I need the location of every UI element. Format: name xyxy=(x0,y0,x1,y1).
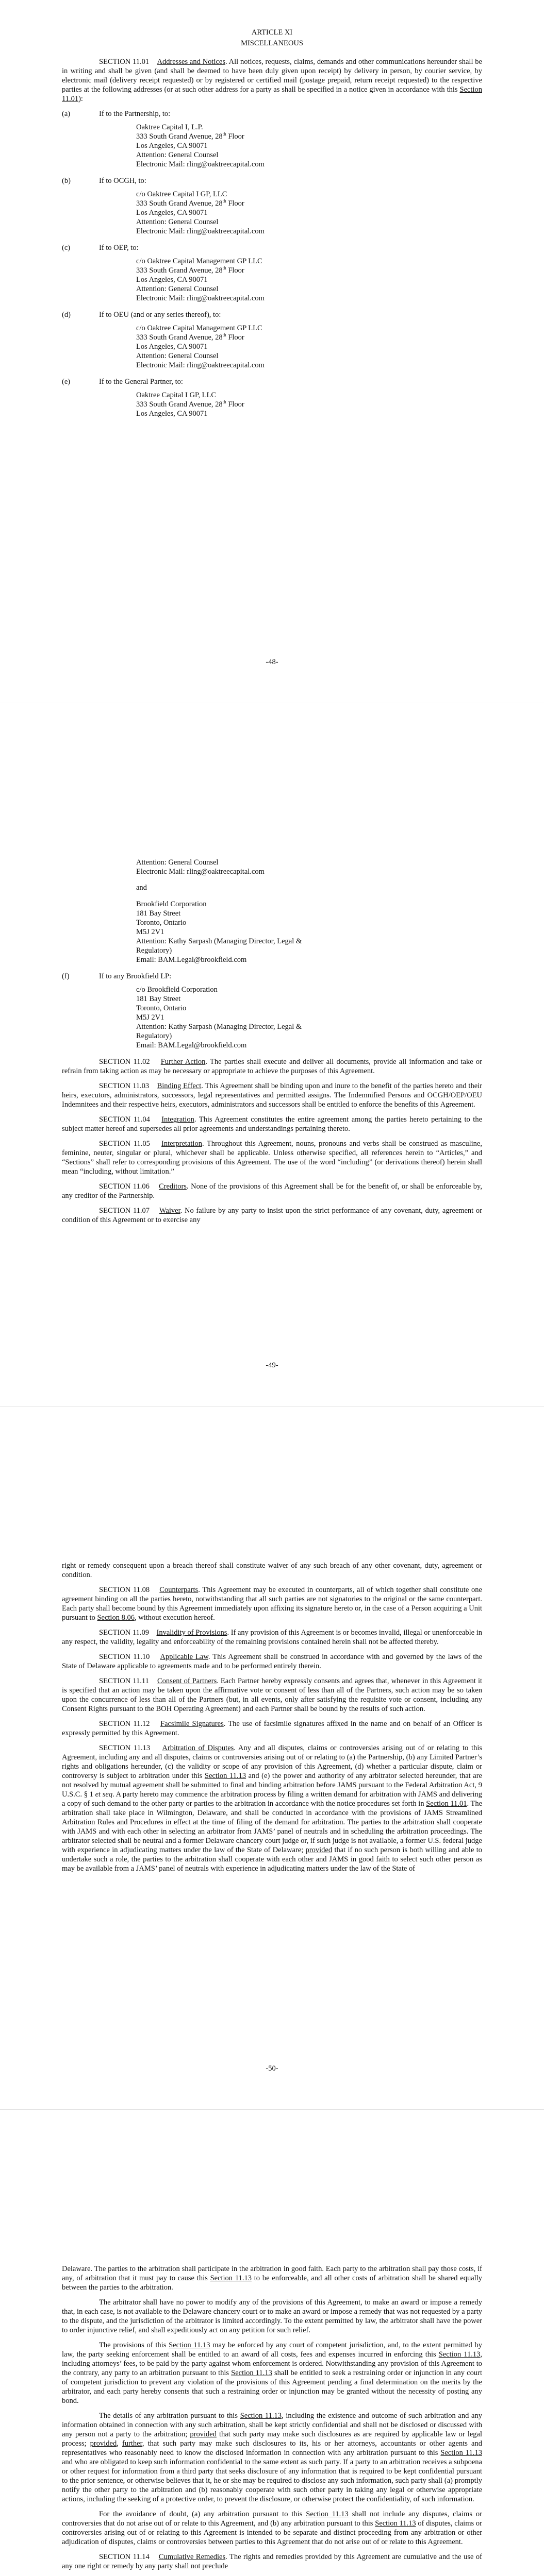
section-11-07-continued: right or remedy consequent upon a breach thereof shall constitute waiver of any such breach of any other covenant, duty, agreement or condition. xyxy=(62,1562,482,1579)
party-d: (d) If to OEU (and or any series thereof), to: c/o Oaktree Capital Management GP LLC 333 South Grand Avenue, 28th Floor Los Angeles, CA 90071 Attention: General Counsel Electronic Mail: rling@oaktreecapital.com xyxy=(62,311,265,369)
page-number: -50- xyxy=(266,2064,278,2073)
party-f: (f) If to any Brookfield LP: c/o Brookfield Corporation 181 Bay Street Toronto, Ontario M5J 2V1 Attention: Kathy Sarpash (Managing Director, Legal & Regulatory) Email: BAM.Legal@brookfield.com xyxy=(62,972,302,1049)
section-11-11: SECTION 11.11 Consent of Partners. Each Partner hereby expressly consents and agrees that, whenever in this Agreement it is specified that an action may be taken upon the affirmative vote or consent of less than all of the Partners, such action may be so taken upon the concurrence of less than all of the Partners (but, in all events, only after satisfying the requisite vote or consent, including any Consent Rights pursuant to the BOH Operating Agreement) and each Partner shall be bound by the results of such action. xyxy=(62,1677,483,1713)
arbitrator-powers-paragraph: The arbitrator shall have no power to modify any of the provisions of this Agreement, to make an award or impose a remedy that, in each case, is not available to the Delaware chancery court or to make an award or impose a remedy that was not requested by a party to the dispute, and the jurisdiction of the arbitrator is limited accordingly. To the extent permitted by law, the arbitrator shall have the power to order injunctive relief, and shall expeditiously act on any petition for such relief. xyxy=(62,2298,482,2334)
section-11-06: SECTION 11.06 Creditors. None of the provisions of this Agreement shall be for the benefit of, or shall be enforceable by, any creditor of the Partnership. xyxy=(62,1182,482,1200)
page-number: -49- xyxy=(266,1361,278,1369)
section-11-14: SECTION 11.14 Cumulative Remedies. The rights and remedies provided by this Agreement are cumulative and the use of any one right or remedy by any party shall not preclude xyxy=(62,2553,482,2570)
page-50 xyxy=(0,1406,544,2110)
avoidance-of-doubt-paragraph: For the avoidance of doubt, (a) any arbitration pursuant to this Section 11.13 shall not include any disputes, claims or controversies that do not arise out of or relate to this Agreement, and (b) any arbitration pursuant to this Section 11.13 of disputes, claims or controversies arising out of or relating to this Agreement is intended to be separate and distinct proceeding from any arbitration or other adjudication of disputes, claims or controversies between parties to this Agreement that do not arise out of or relate to this Agreement. xyxy=(62,2510,482,2546)
page-number: -48- xyxy=(266,658,278,666)
section-11-13-continued: Delaware. The parties to the arbitration shall participate in the arbitration in good faith. Each party to the arbitration shall pay those costs, if any, of arbitration that it must pay to cause this Section 11.13 to be enforceable, and all other costs of arbitration shall be shared equally between the parties to the arbitration. xyxy=(62,2265,482,2292)
enforcement-paragraph: The provisions of this Section 11.13 may be enforced by any court of competent jurisdiction, and, to the extent permitted by law, the party seeking enforcement shall be entitled to an award of all costs, fees and expenses incurred in enforcing this Section 11.13, including attorneys’ fees, to be paid by the party against whom enforcement is ordered. Notwithstanding any provision of this Agreement to the contrary, any party to an arbitration pursuant to this Section 11.13 shall be entitled to seek a restraining order or injunction in any court of competent jurisdiction to prevent any violation of the provisions of this Agreement pending a final determination on the merits by the arbitrator, and each party hereby consents that such a restraining order or injunction may be granted without the necessity of posting any bond. xyxy=(62,2341,482,2405)
section-11-13: SECTION 11.13 Arbitration of Disputes. Any and all disputes, claims or controversies arising out of or relating to this Agreement, including any and all disputes, claims or controversies arising out of or relating to (a) the Partnership, (b) any Limited Partner’s rights and obligations hereunder, (c) the validity or scope of any provision of this Agreement, (d) whether a particular dispute, claim or controversy is subject to arbitration under this Section 11.13 and (e) the power and authority of any arbitrator selected hereunder, that are not resolved by mutual agreement shall be submitted to final and binding arbitration before JAMS pursuant to the Federal Arbitration Act, 9 U.S.C. § 1 et seq. A party hereto may commence the arbitration process by filing a written demand for arbitration with JAMS and delivering a copy of such demand to the other party or parties to the arbitration in accordance with the notice procedures set forth in Section 11.01. The arbitration shall take place in Wilmington, Delaware, and shall be conducted in accordance with the provisions of JAMS Streamlined Arbitration Rules and Procedures in effect at the time of filing of the demand for arbitration. The parties to the arbitration shall cooperate with JAMS and with each other in selecting an arbitrator from JAMS’ panel of neutrals and in scheduling the arbitration proceedings. The arbitrator selected shall be neutral and a former Delaware chancery court judge or, if such judge is not available, a former U.S. federal judge with experience in adjudicating matters under the law of the State of Delaware; provided that if no such person is both willing and able to undertake such a role, the parties to the arbitration shall cooperate with each other and JAMS in good faith to select such other person as may be available from a JAMS’ panel of neutrals with experience in adjudicating matters under the law of the State of xyxy=(62,1744,483,1873)
section-11-10: SECTION 11.10 Applicable Law. This Agreement shall be construed in accordance with and governed by the laws of the State of Delaware applicable to agreements made and to be performed entirely therein. xyxy=(62,1653,482,1670)
party-e: (e) If to the General Partner, to: Oaktree Capital I GP, LLC 333 South Grand Avenue, 28th Floor Los Angeles, CA 90071 xyxy=(62,378,244,418)
page-49 xyxy=(0,703,544,1406)
section-11-02: SECTION 11.02 Further Action. The parties shall execute and deliver all documents, provide all information and take or refrain from taking action as may be necessary or appropriate to achieve the purposes of this Agreement. xyxy=(62,1058,483,1075)
page-51 xyxy=(0,2110,544,2576)
section-11-08: SECTION 11.08 Counterparts. This Agreement may be executed in counterparts, all of which together shall constitute one agreement binding on all the parties hereto, notwithstanding that all such parties are not signatories to the original or the same counterpart. Each party shall become bound by this Agreement immediately upon affixing its signature hereto or, in the case of a Person acquiring a Unit pursuant to Section 8.06, without execution hereof. xyxy=(62,1586,482,1622)
section-11-01: SECTION 11.01 Addresses and Notices. All notices, requests, claims, demands and other communications hereunder shall be in writing and shall be given (and shall be deemed to have been duly given upon receipt) by delivery in person, by courier service, by electronic mail (delivery receipt requested) or by registered or certified mail (postage prepaid, return receipt requested) to the respective parties at the following addresses (or at such other address for a party as shall be specified in a notice given in accordance with this Section 11.01): xyxy=(62,58,482,103)
article-heading: ARTICLE XI xyxy=(251,28,293,37)
party-a: (a) If to the Partnership, to: Oaktree Capital I, L.P. 333 South Grand Avenue, 28th Floor Los Angeles, CA 90071 Attention: General Counsel Electronic Mail: rling@oaktreecapital.com xyxy=(62,110,265,168)
page-48 xyxy=(0,0,544,703)
section-11-05: SECTION 11.05 Interpretation. Throughout this Agreement, nouns, pronouns and verbs shall be construed as masculine, feminine, neuter, singular or plural, whichever shall be applicable. Unless otherwise specified, all references herein to “Articles,” and “Sections” shall refer to corresponding provisions of this Agreement. The use of the word “including” (or derivations thereof) herein shall mean “including, without limitation.” xyxy=(62,1140,482,1176)
party-b: (b) If to OCGH, to: c/o Oaktree Capital I GP, LLC 333 South Grand Avenue, 28th Floor Los Angeles, CA 90071 Attention: General Counsel Electronic Mail: rling@oaktreecapital.com xyxy=(62,177,265,235)
section-11-04: SECTION 11.04 Integration. This Agreement constitutes the entire agreement among the parties hereto pertaining to the subject matter hereof and supersedes all prior agreements and understandings pertaining thereto. xyxy=(62,1115,483,1133)
brookfield-address: Brookfield Corporation 181 Bay Street Toronto, Ontario M5J 2V1 Attention: Kathy Sarpash (Managing Director, Legal & Regulatory) Email: BAM.Legal@brookfield.com xyxy=(136,900,302,964)
party-c: (c) If to OEP, to: c/o Oaktree Capital Management GP LLC 333 South Grand Avenue, 28th Floor Los Angeles, CA 90071 Attention: General Counsel Electronic Mail: rling@oaktreecapital.com xyxy=(62,244,265,302)
section-11-12: SECTION 11.12 Facsimile Signatures. The use of facsimile signatures affixed in the name and on behalf of an Officer is expressly permitted by this Agreement. xyxy=(62,1720,483,1737)
section-11-09: SECTION 11.09 Invalidity of Provisions. If any provision of this Agreement is or becomes invalid, illegal or unenforceable in any respect, the validity, legality and enforceability of the remaining provisions contained herein shall not be affected thereby. xyxy=(62,1629,483,1646)
section-11-07: SECTION 11.07 Waiver. No failure by any party to insist upon the strict performance of any covenant, duty, agreement or condition of this Agreement or to exercise any xyxy=(62,1207,483,1224)
section-11-03: SECTION 11.03 Binding Effect. This Agreement shall be binding upon and inure to the benefit of the parties hereto and their heirs, executors, administrators, successors, legal representatives and permitted assigns. The Indemnified Persons and OCGH/OEP/OEU Indemnitees and their respective heirs, executors, administrators and successors shall be entitled to enforce the benefits of this Agreement. xyxy=(62,1082,483,1109)
and-connector: and xyxy=(136,884,147,892)
article-title: MISCELLANEOUS xyxy=(241,39,303,47)
confidentiality-paragraph: The details of any arbitration pursuant to this Section 11.13, including the existence and outcome of such arbitration and any information obtained in connection with any such arbitration, shall be kept strictly confidential and shall not be disclosed or discussed with any person not a party to the arbitration; provided that such party may make such disclosures as are required by applicable law or legal process; provided, further, that such party may make such disclosures to its, his or her attorneys, accountants or other agents and representatives who reasonably need to know the disclosed information in connection with any arbitration pursuant to this Section 11.13 and who are obligated to keep such information confidential to the same extent as such party. If a party to an arbitration receives a subpoena or other request for information from a third party that seeks disclosure of any information that is required to be kept confidential pursuant to the prior sentence, or otherwise believes that it, he or she may be required to disclose any such information, such party shall (a) promptly notify the other party to the arbitration and (b) reasonably cooperate with such other party in taking any legal or otherwise appropriate actions, including the seeking of a protective order, to prevent the disclosure, or otherwise protect the confidentiality, of such information. xyxy=(62,2412,482,2503)
address-continuation: Attention: General Counsel Electronic Mail: rling@oaktreecapital.com xyxy=(136,858,265,876)
